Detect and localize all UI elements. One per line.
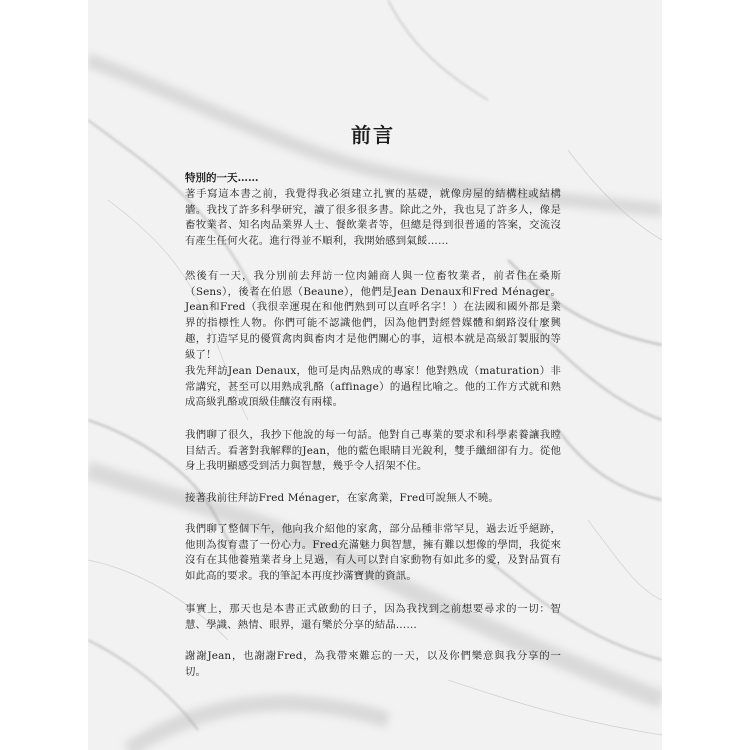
paragraph: 著手寫這本書之前，我覺得我必須建立扎實的基礎，就像房屋的結構柱或結構牆。我找了許多科學研究，讀了很多很多書。除此之外，我也見了許多人，像是畜牧業者、知名肉品業界人士、餐飲業者等，但總是得到很普通的答案，交流沒有產生任何火花。進行得並不順利，我開始感到氣餒…… — [185, 188, 561, 248]
book-page — [88, 0, 662, 750]
paragraph: 我們聊了整個下午，他向我介紹他的家禽，部分品種非常罕見，過去近乎絕跡，他則為復育盡了一份心力。Fred充滿魅力與智慧，擁有難以想像的學問，我從來沒有在其他養殖業者身上見過，有人可以對自家動物有如此多的愛，及對品質有如此高的要求。我的筆記本再度抄滿寶貴的資訊。 — [185, 523, 561, 583]
paragraph: 接著我前往拜訪Fred Ménager，在家禽業，Fred可說無人不曉。 — [185, 492, 499, 504]
page-title: 前言 — [351, 123, 395, 147]
paragraph: 謝謝Jean，也謝謝Fred，為我帶來難忘的一天，以及你們樂意與我分享的一切。 — [185, 650, 561, 678]
section-subtitle: 特別的一天…… — [185, 172, 259, 184]
paragraph: 我先拜訪Jean Denaux，他可是肉品熟成的專家！他對熟成（maturation）非常講究，甚至可以用熟成乳酪（affinage）的過程比喻之。他的工作方式就和熟成高級乳酪或頂級佳釀沒有兩樣。 — [185, 365, 561, 409]
paragraph: 然後有一天，我分別前去拜訪一位肉鋪商人與一位畜牧業者，前者住在桑斯（Sens），後者在伯恩（Beaune），他們是Jean Denaux和Fred Ménager。Jean和Fred（我很幸運現在和他們熟到可以直呼名字！）在法國和國外都是業界的指標性人物。你們可能不認識他們，因為他們對經營媒體和網路沒什麼興趣，打造罕見的優質禽肉與畜肉才是他們關心的事，這根本就是高級訂製服的等級了！ — [185, 270, 561, 361]
paragraph: 我們聊了很久，我抄下他說的每一句話。他對自己專業的要求和科學素養讓我瞠目結舌。看著對我解釋的Jean，他的藍色眼睛目光銳利，雙手纖細卻有力。從他身上我明顯感受到活力與智慧，幾乎令人招架不住。 — [185, 429, 561, 473]
paragraph: 事實上，那天也是本書正式啟動的日子，因為我找到之前想要尋求的一切：智慧、學識、熱情、眼界，還有樂於分享的結晶…… — [185, 603, 561, 631]
